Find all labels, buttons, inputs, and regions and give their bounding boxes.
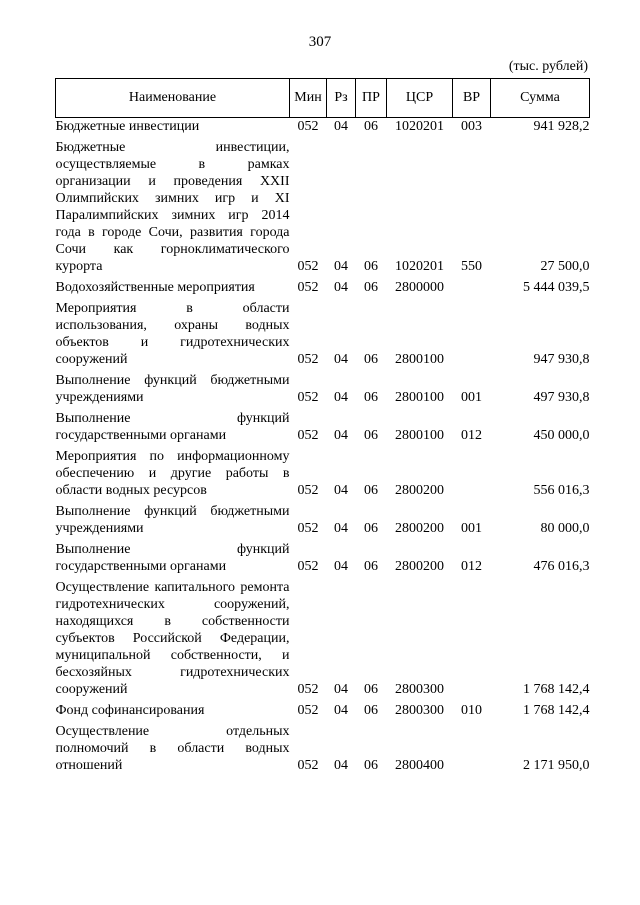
cell-min: 052 bbox=[297, 119, 319, 134]
cell-csr: 2800000 bbox=[395, 280, 444, 295]
cell-vr bbox=[453, 279, 491, 300]
cell-name: Осуществление отдельных полномочий в области водных отношений bbox=[55, 724, 290, 773]
cell-pr: 06 bbox=[364, 521, 378, 536]
cell-sum: 556 016,3 bbox=[533, 483, 590, 498]
cell-min: 052 bbox=[297, 703, 319, 718]
cell-pr: 06 bbox=[364, 390, 378, 405]
cell-csr: 1020201 bbox=[395, 119, 444, 134]
cell-rz: 04 bbox=[334, 682, 348, 697]
header-min: Мин bbox=[290, 79, 327, 118]
cell-rz: 04 bbox=[334, 428, 348, 443]
cell-pr: 06 bbox=[364, 483, 378, 498]
cell-min: 052 bbox=[297, 559, 319, 574]
cell-min: 052 bbox=[297, 483, 319, 498]
cell-pr: 06 bbox=[364, 119, 378, 134]
cell-rz: 04 bbox=[334, 352, 348, 367]
budget-table bbox=[55, 78, 590, 778]
cell-name: Бюджетные инвестиции, осуществляемые в рамках организации и проведения XXII Олимпийских зимних игр и XI Паралимпийских зимних игр 2014 года в городе Сочи, развития города Сочи как горноклиматического курорта bbox=[55, 140, 290, 274]
cell-csr: 2800100 bbox=[395, 428, 444, 443]
table-row bbox=[56, 723, 590, 778]
cell-vr: 550 bbox=[461, 259, 482, 274]
units-label: (тыс. рублей) bbox=[508, 59, 588, 74]
cell-min: 052 bbox=[297, 352, 319, 367]
cell-name: Мероприятия в области использования, охраны водных объектов и гидротехнических сооружений bbox=[55, 301, 290, 367]
cell-min: 052 bbox=[297, 682, 319, 697]
cell-rz: 04 bbox=[334, 280, 348, 295]
table-row bbox=[56, 372, 590, 410]
cell-name: Мероприятия по информационному обеспечению и другие работы в области водных ресурсов bbox=[55, 449, 290, 498]
cell-csr: 2800300 bbox=[395, 682, 444, 697]
cell-name: Выполнение функций бюджетными учреждениями bbox=[55, 373, 290, 405]
cell-pr: 06 bbox=[364, 352, 378, 367]
cell-rz: 04 bbox=[334, 703, 348, 718]
cell-min: 052 bbox=[297, 758, 319, 773]
cell-vr bbox=[453, 579, 491, 702]
cell-vr: 012 bbox=[461, 559, 482, 574]
page-number: 307 bbox=[308, 34, 332, 50]
cell-rz: 04 bbox=[334, 259, 348, 274]
cell-sum: 5 444 039,5 bbox=[523, 280, 590, 295]
cell-sum: 450 000,0 bbox=[533, 428, 590, 443]
cell-name: Выполнение функций государственными органами bbox=[55, 411, 290, 443]
cell-pr: 06 bbox=[364, 428, 378, 443]
cell-rz: 04 bbox=[334, 483, 348, 498]
cell-sum: 476 016,3 bbox=[533, 559, 590, 574]
cell-min: 052 bbox=[297, 521, 319, 536]
cell-csr: 2800100 bbox=[395, 390, 444, 405]
table-row bbox=[56, 279, 590, 300]
header-sum: Сумма bbox=[491, 79, 590, 118]
table-row bbox=[56, 410, 590, 448]
cell-vr bbox=[453, 723, 491, 778]
cell-sum: 2 171 950,0 bbox=[523, 758, 590, 773]
cell-csr: 2800200 bbox=[395, 521, 444, 536]
cell-csr: 2800200 bbox=[395, 483, 444, 498]
cell-sum: 497 930,8 bbox=[533, 390, 590, 405]
table-row bbox=[56, 118, 590, 140]
cell-vr: 001 bbox=[461, 521, 482, 536]
cell-pr: 06 bbox=[364, 703, 378, 718]
cell-sum: 1 768 142,4 bbox=[523, 703, 590, 718]
cell-pr: 06 bbox=[364, 758, 378, 773]
cell-vr: 010 bbox=[461, 703, 482, 718]
table-row bbox=[56, 448, 590, 503]
cell-vr bbox=[453, 448, 491, 503]
table-row bbox=[56, 702, 590, 723]
cell-sum: 80 000,0 bbox=[540, 521, 590, 536]
cell-min: 052 bbox=[297, 390, 319, 405]
cell-name: Бюджетные инвестиции bbox=[55, 119, 200, 134]
cell-min: 052 bbox=[297, 259, 319, 274]
header-csr: ЦСР bbox=[387, 79, 453, 118]
header-rz: Рз bbox=[327, 79, 356, 118]
table-row bbox=[56, 541, 590, 579]
cell-vr: 003 bbox=[461, 119, 482, 134]
cell-csr: 2800200 bbox=[395, 559, 444, 574]
cell-csr: 2800300 bbox=[395, 703, 444, 718]
cell-csr: 2800100 bbox=[395, 352, 444, 367]
cell-rz: 04 bbox=[334, 119, 348, 134]
cell-pr: 06 bbox=[364, 280, 378, 295]
cell-pr: 06 bbox=[364, 682, 378, 697]
cell-rz: 04 bbox=[334, 559, 348, 574]
cell-min: 052 bbox=[297, 428, 319, 443]
cell-sum: 1 768 142,4 bbox=[523, 682, 590, 697]
header-pr: ПР bbox=[356, 79, 387, 118]
cell-sum: 941 928,2 bbox=[533, 119, 590, 134]
cell-csr: 2800400 bbox=[395, 758, 444, 773]
cell-rz: 04 bbox=[334, 390, 348, 405]
cell-pr: 06 bbox=[364, 559, 378, 574]
cell-rz: 04 bbox=[334, 758, 348, 773]
header-name: Наименование bbox=[56, 79, 290, 118]
cell-csr: 1020201 bbox=[395, 259, 444, 274]
cell-name: Осуществление капитального ремонта гидротехнических сооружений, находящихся в собственности субъектов Российской Федерации, муниципальной собственности, и бесхозяйных гидротехнических сооружений bbox=[55, 580, 290, 697]
cell-pr: 06 bbox=[364, 259, 378, 274]
table-row bbox=[56, 503, 590, 541]
cell-name: Фонд софинансирования bbox=[55, 703, 205, 718]
cell-name: Водохозяйственные мероприятия bbox=[55, 280, 255, 295]
cell-name: Выполнение функций государственными органами bbox=[55, 542, 290, 574]
cell-name: Выполнение функций бюджетными учреждениями bbox=[55, 504, 290, 536]
table-row bbox=[56, 300, 590, 372]
cell-vr: 001 bbox=[461, 390, 482, 405]
cell-min: 052 bbox=[297, 280, 319, 295]
table-row bbox=[56, 139, 590, 279]
header-vr: ВР bbox=[453, 79, 491, 118]
cell-sum: 27 500,0 bbox=[540, 259, 590, 274]
cell-rz: 04 bbox=[334, 521, 348, 536]
table-header-row bbox=[56, 79, 590, 118]
cell-vr bbox=[453, 300, 491, 372]
cell-vr: 012 bbox=[461, 428, 482, 443]
table-row bbox=[56, 579, 590, 702]
cell-sum: 947 930,8 bbox=[533, 352, 590, 367]
